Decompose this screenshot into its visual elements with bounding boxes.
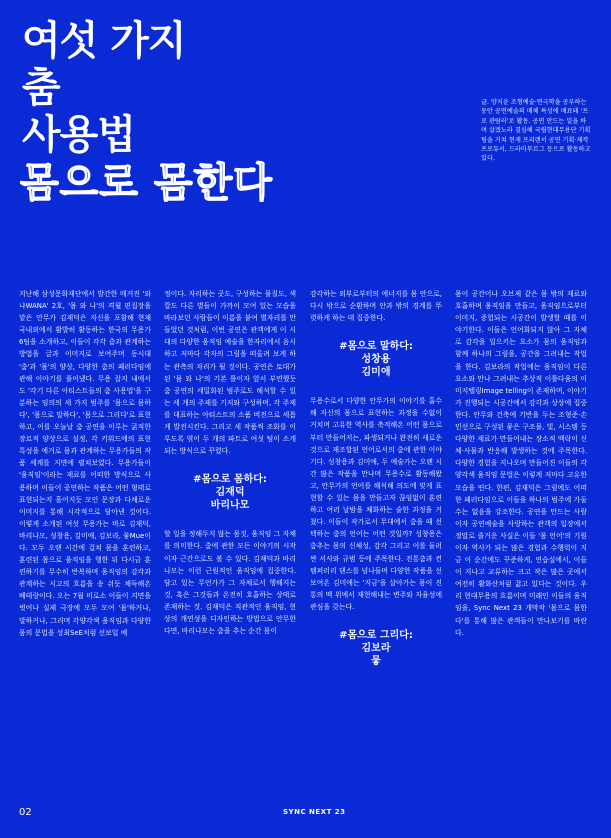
article-title [22, 18, 186, 159]
body-paragraph: 무용수로서 다양한 안무가의 이야기를 흡수해 자신의 몸으로 표현하는 과정을 수없이 거치며 고유한 역사를 축적해온 어떤 몸으로부터 만들어지는, 파생되거나 완전히 새로운 것으로 재조합된 언어로서의 춤에 관한 이야기다. 성창용과 김미애, 두 예술가는 오랜 시간 많은 작품을 만나며 무용수로 활동해왔고, 안무가의 언어를 해석해 의도에 맞게 표현할 수 있는 몸을 만들고자 끊임없이 훈련하고 여러 날밤을 체화하는 숱한 과정을 거쳤다. 이들이 작가로서 무대에서 춤을 때 선택하는 춤의 언어는 어떤 것일까? 성창용은 춤추는 몸의 신체성, 감각 그리고 이를 둘러싼 서사와 규범 등에 주목한다. 전통춤과 컨템퍼러리 댄스를 넘나들며 다양한 작품을 선보여온 김미애는 '지금'을 살아가는 몸이 진통의 맥 위에서 재현해내는 변주와 자율성에 관심을 갖는다. [310, 397, 442, 611]
artist-name: 김보라 [361, 642, 391, 654]
title-line-1: 여섯 가지 [22, 18, 186, 64]
body-paragraph: 감각하는 외부로부터의 에너지를 몸 안으로, 다시 밖으로 순환하며 안과 밖의 경계를 뚜렷하게 하는 데 집중한다. [310, 290, 442, 323]
section-hashtag: #몸으로 말하다: [339, 341, 413, 353]
artist-name: 김재덕 [215, 487, 245, 499]
brand-footer: SYNC NEXT 23 [283, 808, 346, 816]
body-paragraph: 몸이 공간이나 오브제 같은 몸 밖의 재료와 호흡하며 움직임을 만들고, 움직임으로부터 이미지, 증험되는 시공간이 발생할 때를 이야기한다. 이들은 언어화되지 않아 그 자체로 감각을 일으키는 요소가 몸의 움직임과 함께 하나의 그림을, 공간을 그려내는 작업을 한다. 김보라의 작업에는 움직임이 다른 요소와 만나 그려내는 추상적 이틀다움의 이미지텔링Image telling이 존재하며, 이야기가 진행되는 시공간에서 감각과 상상에 집중한다. 안무와 건축에 기반을 두는 조형준·손민선으로 구성된 뭏은 구조물, 빛, 시스템 등 다양한 재료가 만들어내는 장소적 맥락이 신체·사물과 반응해 발생하는 것에 주목한다. 다양한 경험을 지나오며 만들어진 이들의 각양각색 움직임 문법은 이렇게 저마다 고유한 모습을 띤다. 한편, 김재덕은 그림에도 어떠한 패러다임으로 이들을 하나의 범주에 가둘 수는 없음을 강조한다. 공연을 만드는 사람이자 공연예술을 사랑하는 관객의 입장에서 정말로 즐거운 사실은 이들 '몸 언어'의 기원이자 역사가 되는 많은 경험과 수행력이 지금 이 순간에도 꾸준하게, 연습실에서, 이들이 지나고 교류하는 크고 작은 많은 곳에서 여전히 활화산처럼 끓고 있다는 것이다. 우리 현대무용의 흐름이며 미래인 이들의 움직임을, Sync Next 23 개막작 '몸으로 몸한다'를 통해 많은 관객들이 만나보기를 바란다. [455, 290, 587, 637]
title-line-2: 춤 [22, 65, 60, 111]
artist-name: 바리나모 [210, 500, 250, 512]
section-heading-3 [310, 629, 442, 668]
text-column-1 [19, 288, 151, 639]
section-hashtag: #몸으로 몸하다: [193, 474, 267, 486]
body-paragraph: 지난해 삼성문화재단에서 발간한 매거진 '와 나WANA' 2호, '몸 와 나'의 격월 편집장을 맡은 안무가 김재덕은 자신을 포함해 현재 국내외에서 활발히 활동하는 한국의 무용가 6팀을 소개하고, 이들이 각각 춤과 관계하는 방법을 글과 이미지로 보여주며 동시대 '춤'과 '몸'의 양상, 다양한 춤의 패러다임에 관해 이야기를 풀어냈다. 무용 잡지 내에서도 '각기 다른 아티스트들의 춤 사용법'을 구분하는 임의의 세 가지 범주를 '몸으로 몸하다', '몸으로 말하다', '몸으로 그리다'로 표현하고, 이를 오늘날 춤 공연을 이루는 굵직한 장르적 양상으로 설정, 각 키워드에의 표현 특성을 예거로 몸과 관계하는 무용가들의 작품 세계를 지면에 펼쳐보였다. 무용가들이 '움직임'이라는 재료를 어떠한 방식으로 사용하며 이들이 공연하는 작품은 어떤 형태로 표현되는지 흘어지듯 모인 문장과 다채로운 이미지를 통해 시각적으로 담아낸 것이다. 이렇게 소개된 여섯 무용가는 바로 김재덕, 바리나모, 성창용, 김미애, 김보라, 뭏Mue이다. 모두 오랜 시간에 걸쳐 몸을 훈련하고, 훈련된 몸으로 움직임을 행한 뒤 다시금 훈련하기를 무수히 반복하며 움직임의 감각과 관계하는 시고의 흐름을 송 쉬듯 체득해온 베테랑이다. 오는 7월 비로소 이들이 지면을 벗어나 실제 극장에 모두 모여 '몸'하거나, 말하거나, 그리며 각양각색 움직임과 다양한 몸의 문법을 성최SeE처럼 선보일 예 [19, 290, 151, 637]
outlined-subtitle: 몸으로 몸한다 [20, 160, 273, 206]
author-note: 글. 양지윤 조형예술·연극학을 공부하는 동안 공연예술의 매체 특성에 매료돼 '프로 관람러'로 활동. 공연 만드는 일을 하며 살겠노라 결심해 국립현대무용단 기획팀을 거쳐 현재 프리랜서 공연 기획·제작 프로듀서, 드라마투르그 등으로 활동하고 있다. [481, 99, 591, 163]
section-heading-2 [310, 340, 442, 379]
section-hashtag: #몸으로 그리다: [339, 629, 413, 641]
title-line-3: 사용법 [22, 112, 135, 158]
text-column-2 [164, 288, 296, 637]
artist-name: 성창용 [361, 354, 391, 366]
text-column-3 [310, 288, 442, 684]
artist-name: 김미애 [361, 367, 391, 379]
text-column-4 [455, 288, 587, 639]
section-heading-1 [164, 473, 296, 512]
page-number: 02 [19, 807, 32, 818]
body-paragraph: 할 일을 정해두지 않는 몸짓, 움직임 그 자체를 의미한다. 춤에 관한 모든 이야기의 시작이자 근간으로도 볼 수 있다. 김재덕과 바리나모는 이런 근원적인 움직임에 집중한다. 담고 있는 무언가가 그 자체로서 행해지는 것, 혹은 그것들과 온전히 호흡하는 상태로 존재하는 것. 김재덕은 직관적인 움직임, 현상의 개연성을 디자인하는 방법으로 안무한다면, 바리나모는 춤을 추는 순간 몸이 [164, 530, 296, 636]
body-paragraph: 정이다. 자리하는 곳도, 구성하는 물질도, 색깔도 다른 별들이 가까이 모여 있는 모습을 바라보던 사람들이 이름을 붙여 별자리를 만들었던 것처럼, 이번 공연은 관객에게 이 시대의 다양한 움직임 예술을 한자리에서 음시하고 저마다 각자의 그림을 떠올려 보게 하는 관측의 자리가 될 것이다. 공연은 토대가 된 '몸 와 나'의 기본 틀이자 앞서 부연했듯 춤 공연의 세밀화된 범주로도 해석할 수 있는 세 개의 주제를 기저와 구성하며, 각 주제를 대표하는 아티스트의 소품 버전으로 세롭게 발전시킨다. 그리고 세 작품씩 조화를 이루도록 엮어 두 개의 파트로 여섯 팀이 소개되는 방식으로 꾸렸다. [164, 290, 296, 456]
artist-name: 뭏 [371, 655, 381, 667]
